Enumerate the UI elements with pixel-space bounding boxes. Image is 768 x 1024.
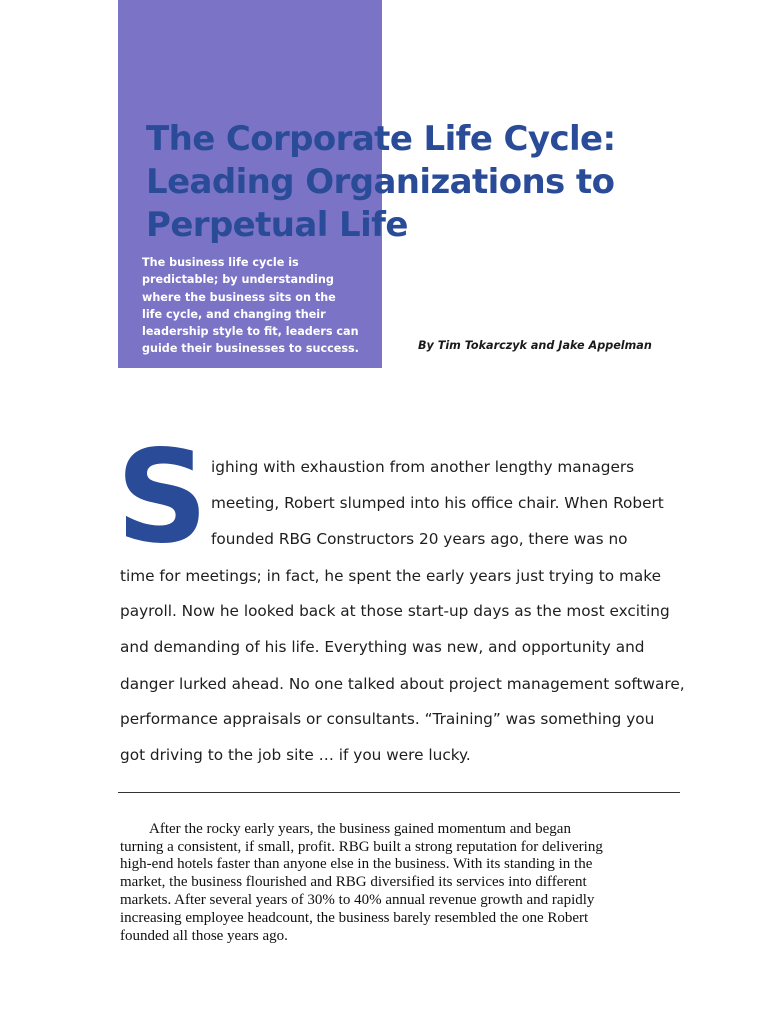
article-title [146,118,706,247]
title-line: Perpetual Life [146,205,408,245]
article-subtitle [142,254,378,358]
body-line: turning a consistent, if small, profit. RBG built a strong reputation for delivering [120,839,603,855]
title-line: The Corporate Life Cycle: [146,119,616,159]
intro-line: and demanding of his life. Everything was new, and opportunity and [120,638,645,656]
drop-cap-letter: S [116,423,209,572]
title-line: Leading Organizations to [146,162,615,202]
subtitle-line: life cycle, and changing their [142,307,326,321]
body-line: high-end hotels faster than anyone else in the business. With its standing in the [120,856,593,872]
intro-line: got driving to the job site … if you were lucky. [120,746,471,764]
body-line: market, the business flourished and RBG diversified its services into different [120,874,587,890]
intro-line: payroll. Now he looked back at those start-up days as the most exciting [120,602,670,620]
intro-line: performance appraisals or consultants. “Training” was something you [120,710,655,728]
subtitle-line: leadership style to fit, leaders can [142,325,359,339]
subtitle-line: guide their businesses to success. [142,342,359,356]
body-line: markets. After several years of 30% to 40% annual revenue growth and rapidly [120,892,595,908]
intro-line: ighing with exhaustion from another lengthy managers [211,458,635,476]
body-line: increasing employee headcount, the business barely resembled the one Robert [120,910,589,926]
subtitle-line: predictable; by understanding [142,273,334,287]
article-byline: By Tim Tokarczyk and Jake Appelman [418,339,652,352]
intro-line: founded RBG Constructors 20 years ago, there was no [211,530,628,548]
body-line: After the rocky early years, the business gained momentum and began [149,821,571,837]
intro-line: meeting, Robert slumped into his office chair. When Robert [211,494,664,512]
section-divider [118,792,680,793]
intro-line: danger lurked ahead. No one talked about project management software, [120,675,685,693]
body-line: founded all those years ago. [120,928,288,944]
subtitle-line: where the business sits on the [142,290,336,304]
subtitle-line: The business life cycle is [142,256,299,269]
intro-line: time for meetings; in fact, he spent the early years just trying to make [120,567,662,585]
